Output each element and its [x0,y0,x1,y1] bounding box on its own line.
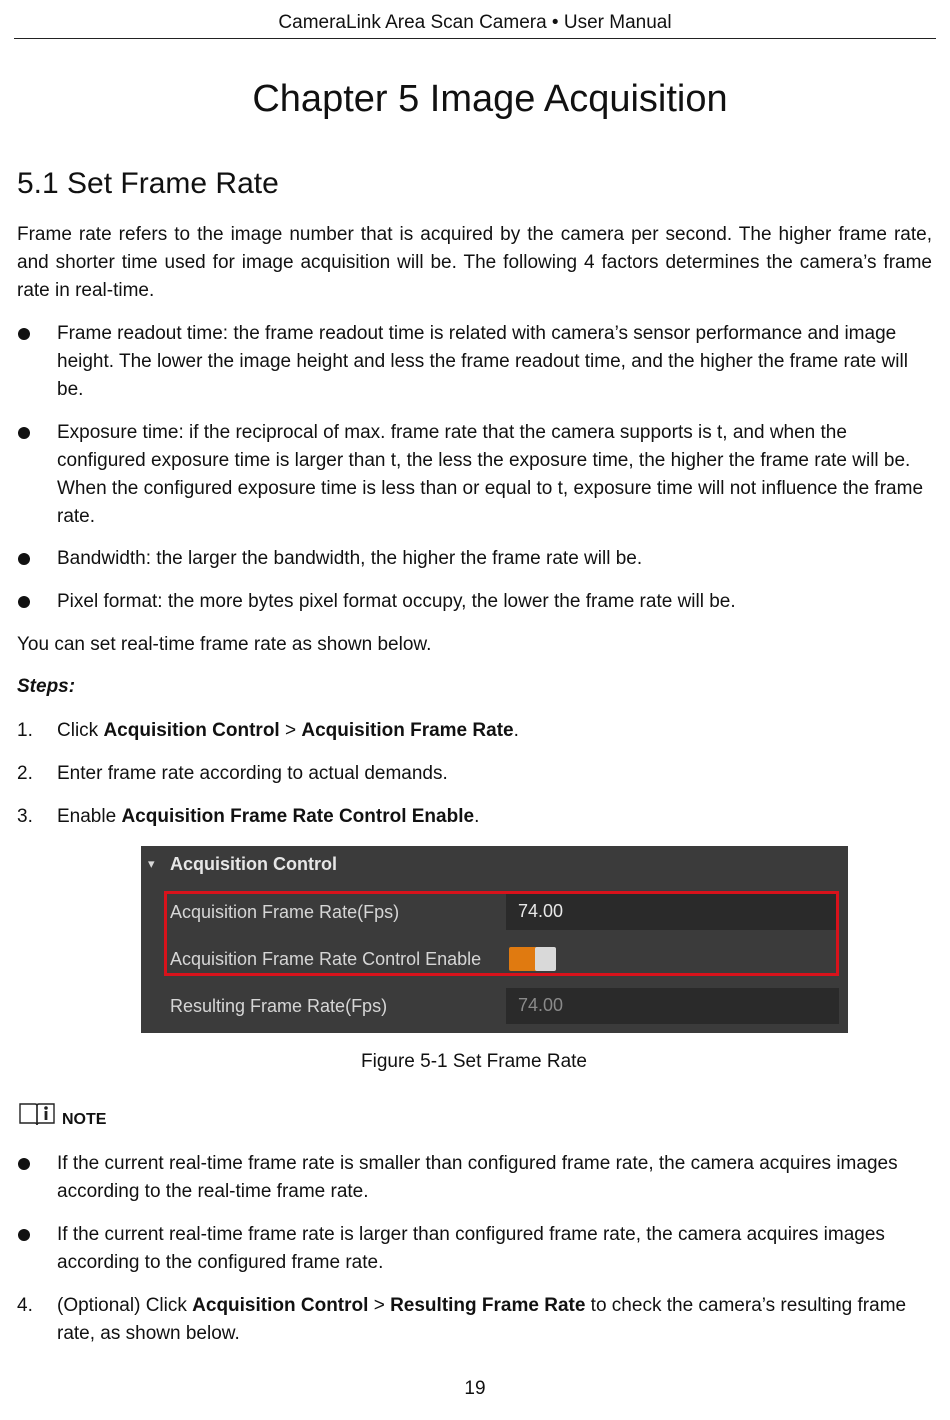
path-separator: > [279,720,302,741]
parameter-name: Acquisition Frame Rate Control Enable [121,806,475,827]
step-number: 1. [17,720,33,741]
menu-path-item: Acquisition Frame Rate [301,720,514,741]
step-text: Enable [57,806,122,827]
bullet-icon [18,553,30,565]
frame-rate-enable-label: Acquisition Frame Rate Control Enable [170,949,482,969]
page-number: 19 [464,1378,486,1399]
menu-path-item: Acquisition Control [103,720,280,741]
frame-rate-value: 74.00 [518,901,564,921]
figure-caption: Figure 5-1 Set Frame Rate [361,1051,587,1072]
chevron-down-icon[interactable]: ▾ [148,856,155,871]
section-title: 5.1 Set Frame Rate [17,167,279,200]
note-item: If the current real-time frame rate is larger than configured frame rate, the camera acquires images according to the configured frame rate. [57,1224,885,1273]
resulting-frame-rate-value: 74.00 [518,995,564,1015]
step-text: . [513,720,519,741]
step-text: to check the camera’s resulting frame rate, as shown below. [57,1295,907,1344]
step-text: Click [57,720,104,741]
path-separator: > [368,1295,391,1316]
chapter-title: Chapter 5 Image Acquisition [252,78,728,120]
panel-title: Acquisition Control [170,854,337,874]
running-header: CameraLink Area Scan Camera • User Manual [278,12,672,33]
step-2: Enter frame rate according to actual demands. [57,763,448,784]
step-text: . [474,806,480,827]
acquisition-control-screenshot [141,846,848,1033]
menu-path-item: Acquisition Control [192,1295,369,1316]
intro-paragraph: Frame rate refers to the image number that is acquired by the camera per second. The higher frame rate, and shorter time used for image acquisition will be. The following 4 factors determines the camera’s frame rate in real-time. [17,224,932,301]
resulting-frame-rate-field [506,988,839,1024]
factor-exposure-time: Exposure time: if the reciprocal of max. frame rate that the camera supports is t, and when the configured exposure time is larger than t, the less the exposure time, the higher the frame rate will be. When the configured exposure time is less than or equal to t, exposure time will not influence the frame rate. [57,422,924,527]
step-number: 4. [17,1295,33,1316]
step-4 [57,1292,932,1348]
factor-pixel-format: Pixel format: the more bytes pixel format occupy, the lower the frame rate will be. [57,591,736,612]
set-frame-rate-text: You can set real-time frame rate as shown below. [17,634,432,655]
highlight-box [164,891,839,976]
note-label: NOTE [62,1111,107,1128]
menu-path-item: Resulting Frame Rate [390,1295,586,1316]
resulting-frame-rate-label: Resulting Frame Rate(Fps) [170,996,388,1016]
bullet-icon [18,1229,30,1241]
step-number: 3. [17,806,33,827]
bullet-icon [18,1158,30,1170]
step-number: 2. [17,763,33,784]
factor-bandwidth: Bandwidth: the larger the bandwidth, the higher the frame rate will be. [57,548,643,569]
bullet-icon [18,328,30,340]
factor-frame-readout: Frame readout time: the frame readout time is related with camera’s sensor performance and image height. The lower the image height and less the frame readout time, and the higher the frame rate will be. [57,323,908,400]
note-item: If the current real-time frame rate is smaller than configured frame rate, the camera acquires images according to the real-time frame rate. [57,1153,898,1202]
bullet-icon [18,596,30,608]
step-1 [57,717,932,745]
panel-header[interactable] [141,846,848,886]
header-divider [14,38,936,39]
steps-label: Steps: [17,676,76,697]
step-3 [57,803,932,831]
bullet-icon [18,427,30,439]
frame-rate-label: Acquisition Frame Rate(Fps) [170,902,400,922]
note-icon [18,1100,56,1128]
step-text: (Optional) Click [57,1295,193,1316]
